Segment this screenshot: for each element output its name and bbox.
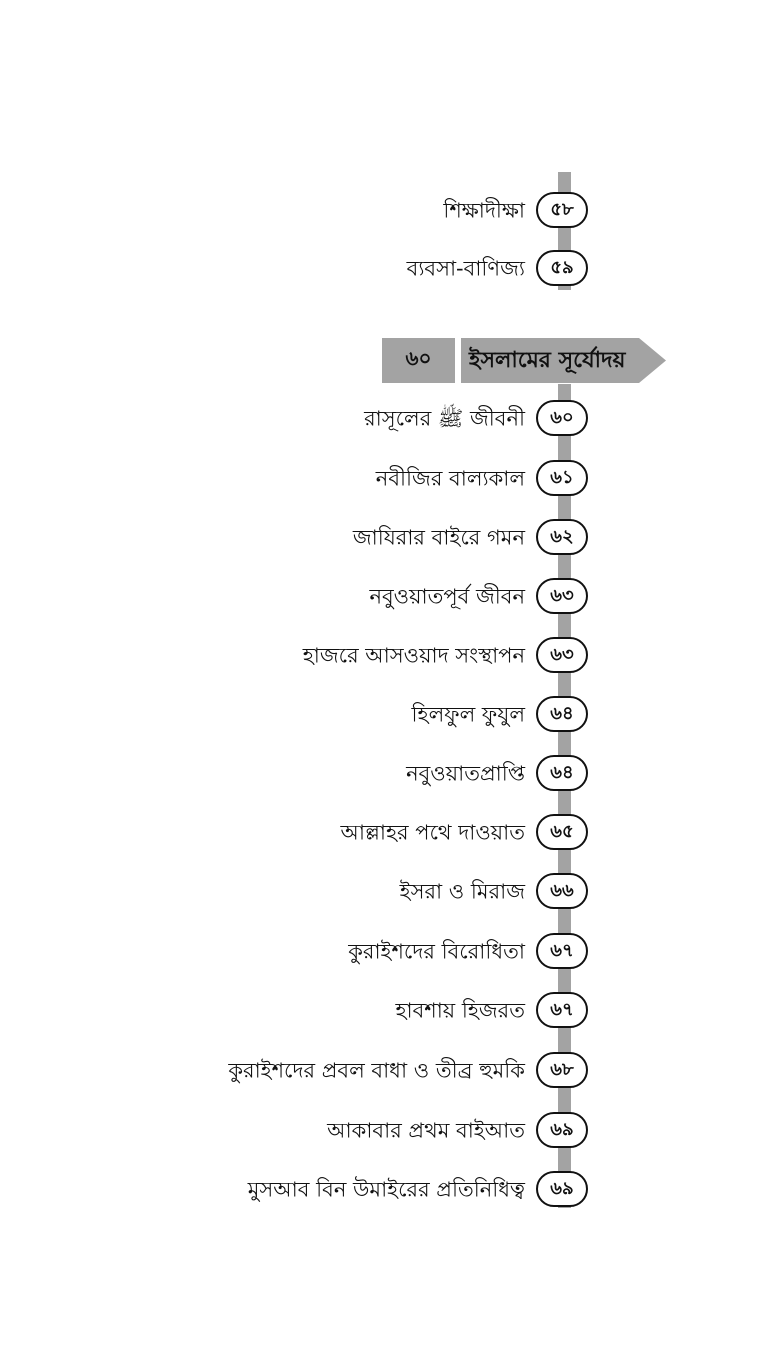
page-number-pill: ৬৮: [536, 1052, 588, 1088]
page-number-pill: ৬৯: [536, 1112, 588, 1148]
page-number-pill: ৬৪: [536, 755, 588, 791]
toc-entry-label: আকাবার প্রথম বাইআত: [327, 1118, 525, 1143]
toc-entry-label: নবুওয়াতপূর্ব জীবন: [369, 584, 525, 609]
toc-entry-label: জাযিরার বাইরে গমন: [352, 525, 525, 550]
page-number-pill: ৬৩: [536, 637, 588, 673]
page-number-pill: ৬৯: [536, 1171, 588, 1207]
toc-entry-label: কুরাইশদের প্রবল বাধা ও তীব্র হুমকি: [228, 1058, 525, 1083]
page-number-pill: ৫৮: [536, 192, 588, 228]
toc-entry[interactable]: [0, 753, 775, 797]
page-number-pill: ৬৫: [536, 814, 588, 850]
page-number-pill: ৬২: [536, 519, 588, 555]
toc-entry-label: কুরাইশদের বিরোধিতা: [348, 939, 525, 964]
toc-entry-label: নবীজির বাল্যকাল: [375, 466, 525, 491]
page-number-pill: ৬০: [536, 400, 588, 436]
page-number-pill: ৬৭: [536, 933, 588, 969]
page-number-pill: ৬১: [536, 460, 588, 496]
toc-entry[interactable]: [0, 990, 775, 1034]
toc-entry-label: হাজরে আসওয়াদ সংস্থাপন: [302, 643, 525, 668]
toc-entry-label: রাসূলের ﷺ জীবনী: [364, 406, 525, 431]
toc-entry[interactable]: [0, 1169, 775, 1213]
toc-entry[interactable]: [0, 1110, 775, 1154]
toc-entry-label: হাবশায় হিজরত: [395, 998, 525, 1023]
toc-entry[interactable]: [0, 931, 775, 975]
page-number-pill: ৫৯: [536, 250, 588, 286]
toc-entry-label: ব্যবসা-বাণিজ্য: [406, 256, 525, 281]
toc-entry[interactable]: [0, 248, 775, 292]
page-number-pill: ৬৩: [536, 578, 588, 614]
toc-entry[interactable]: [0, 398, 775, 442]
toc-entry-label: শিক্ষাদীক্ষা: [443, 198, 525, 223]
toc-entry[interactable]: [0, 517, 775, 561]
toc-entry[interactable]: [0, 190, 775, 234]
toc-entry[interactable]: [0, 635, 775, 679]
section-page-number: ৬০: [382, 338, 455, 383]
toc-entry[interactable]: [0, 1050, 775, 1094]
toc-entry-label: আল্লাহর পথে দাওয়াত: [340, 820, 525, 845]
section-header[interactable]: [461, 338, 666, 383]
page-number-pill: ৬৬: [536, 873, 588, 909]
toc-entry-label: মুসআব বিন উমাইরের প্রতিনিধিত্ব: [247, 1177, 525, 1202]
section-title: ইসলামের সূর্যোদয়: [469, 348, 626, 373]
toc-entry-label: ইসরা ও মিরাজ: [399, 879, 525, 904]
toc-entry[interactable]: [0, 812, 775, 856]
toc-entry[interactable]: [0, 694, 775, 738]
page-number-pill: ৬৭: [536, 992, 588, 1028]
toc-entry[interactable]: [0, 576, 775, 620]
toc-entry[interactable]: [0, 871, 775, 915]
toc-entry-label: নবুওয়াতপ্রাপ্তি: [406, 761, 525, 786]
toc-entry[interactable]: [0, 458, 775, 502]
toc-entry-label: হিলফুল ফুযুল: [411, 702, 525, 727]
page-number-pill: ৬৪: [536, 696, 588, 732]
